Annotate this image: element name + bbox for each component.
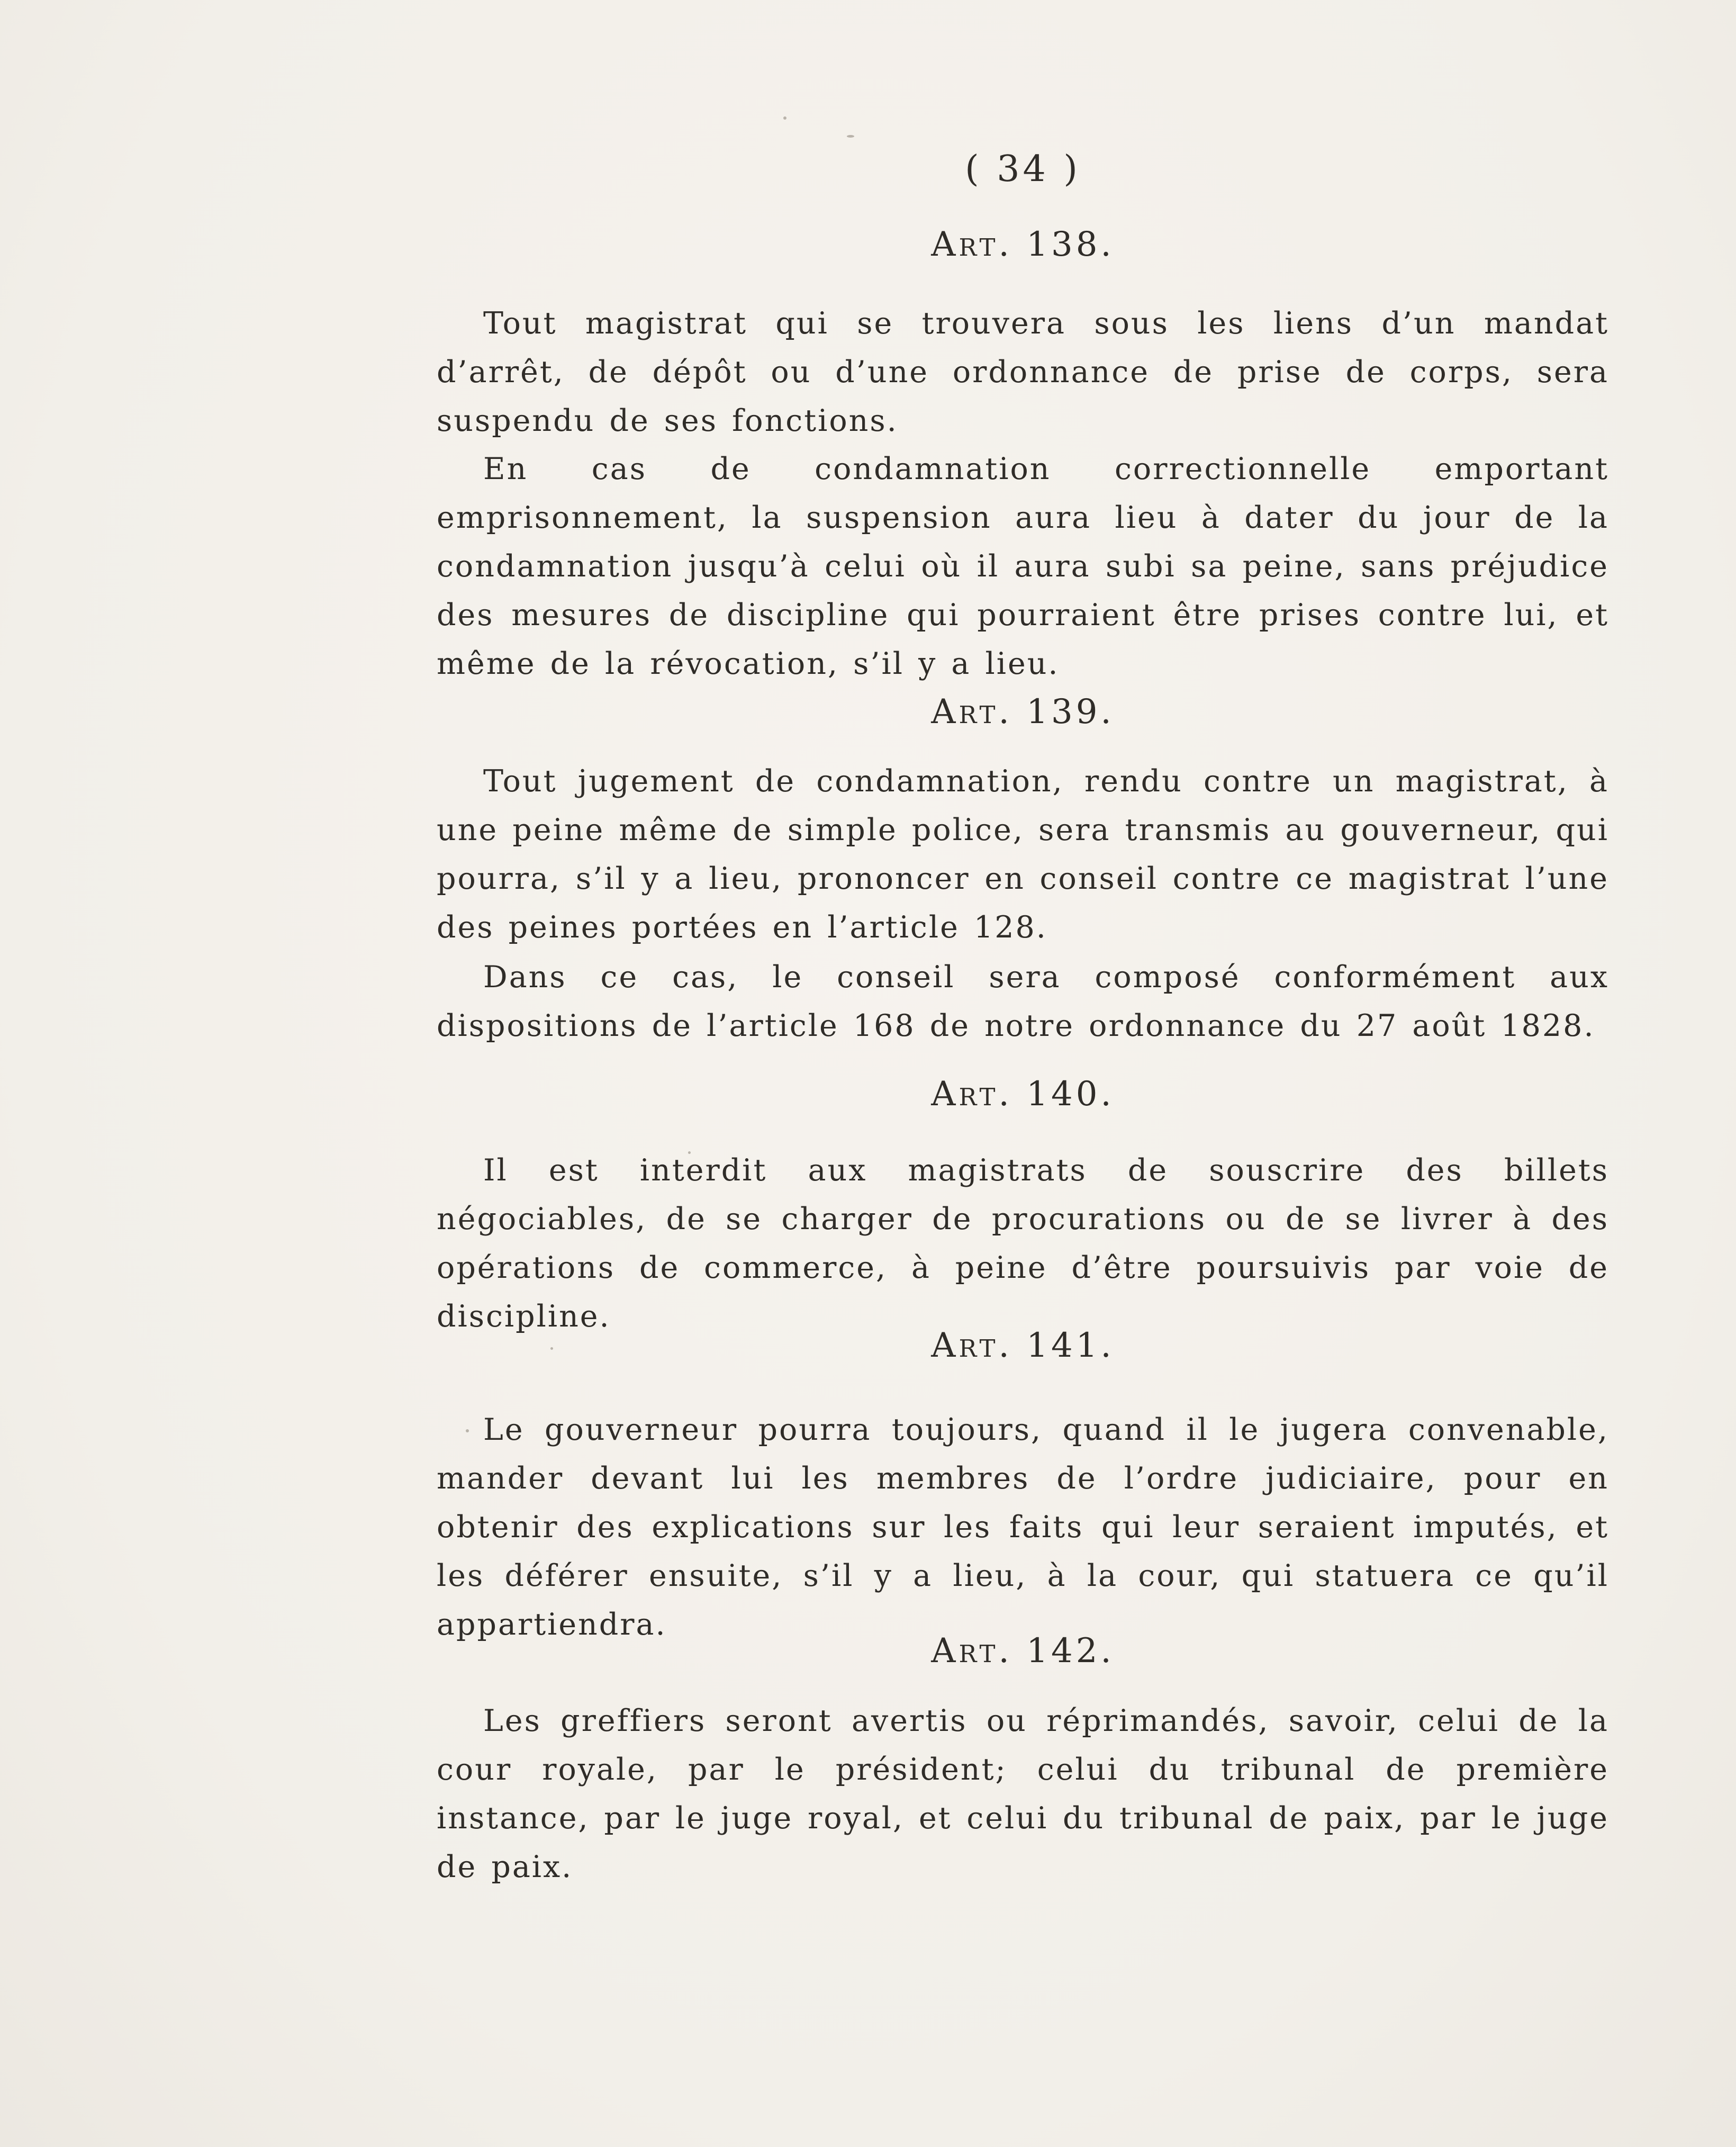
paper-speck: [847, 135, 854, 138]
article-label: Art.: [931, 1631, 1012, 1671]
article-label: Art.: [931, 1075, 1012, 1114]
article-label: Art.: [931, 1326, 1012, 1365]
article-number: 141.: [1026, 1326, 1115, 1365]
article-heading-138: [437, 225, 1609, 264]
article-heading-141: [437, 1326, 1609, 1365]
article-140-paragraph-1: Il est interdit aux magistrats de souscrire des billets négociables, de se charger de procurations ou de se livrer à des opérations de commerce, à peine d’être poursuivis par voie de discipline.: [437, 1153, 1609, 1334]
article-142-paragraph-1: Les greffiers seront avertis ou réprimandés, savoir, celui de la cour royale, par le président; celui du tribunal de première instance, par le juge royal, et celui du tribunal de paix, par le juge de paix.: [437, 1703, 1609, 1884]
page-number: ( 34 ): [965, 148, 1081, 190]
article-number: 139.: [1026, 692, 1115, 732]
article-label: Art.: [931, 692, 1012, 732]
article-141-paragraph-1: Le gouverneur pourra toujours, quand il le jugera convenable, mander devant lui les membres de l’ordre judiciaire, pour en obtenir des explications sur les faits qui leur seraient imputés, et les déférer ensuite, s’il y a lieu, à la cour, qui statuera ce qu’il appartiendra.: [437, 1412, 1609, 1642]
paper-speck: [783, 116, 786, 120]
article-138-paragraph-2: En cas de condamnation correctionnelle emportant emprisonnement, la suspension aura lieu à dater du jour de la condamnation jusqu’à celui où il aura subi sa peine, sans préjudice des mesures de discipline qui pourraient être prises contre lui, et même de la révocation, s’il y a lieu.: [437, 452, 1609, 681]
article-138-paragraph-1: Tout magistrat qui se trouvera sous les liens d’un mandat d’arrêt, de dépôt ou d’une ordonnance de prise de corps, sera suspendu de ses fonctions.: [437, 306, 1609, 438]
article-number: 142.: [1026, 1631, 1115, 1671]
article-number: 140.: [1026, 1075, 1115, 1114]
article-heading-139: [437, 692, 1609, 732]
article-heading-140: [437, 1075, 1609, 1114]
article-number: 138.: [1026, 225, 1115, 264]
article-label: Art.: [931, 225, 1012, 264]
article-139-paragraph-1: Tout jugement de condamnation, rendu contre un magistrat, à une peine même de simple police, sera transmis au gouverneur, qui pourra, s’il y a lieu, prononcer en conseil contre ce magistrat l’une des peines portées en l’article 128.: [437, 764, 1609, 945]
article-139-paragraph-2: Dans ce cas, le conseil sera composé conformément aux dispositions de l’article 168 de notre ordonnance du 27 août 1828.: [437, 960, 1609, 1043]
article-heading-142: [437, 1631, 1609, 1671]
